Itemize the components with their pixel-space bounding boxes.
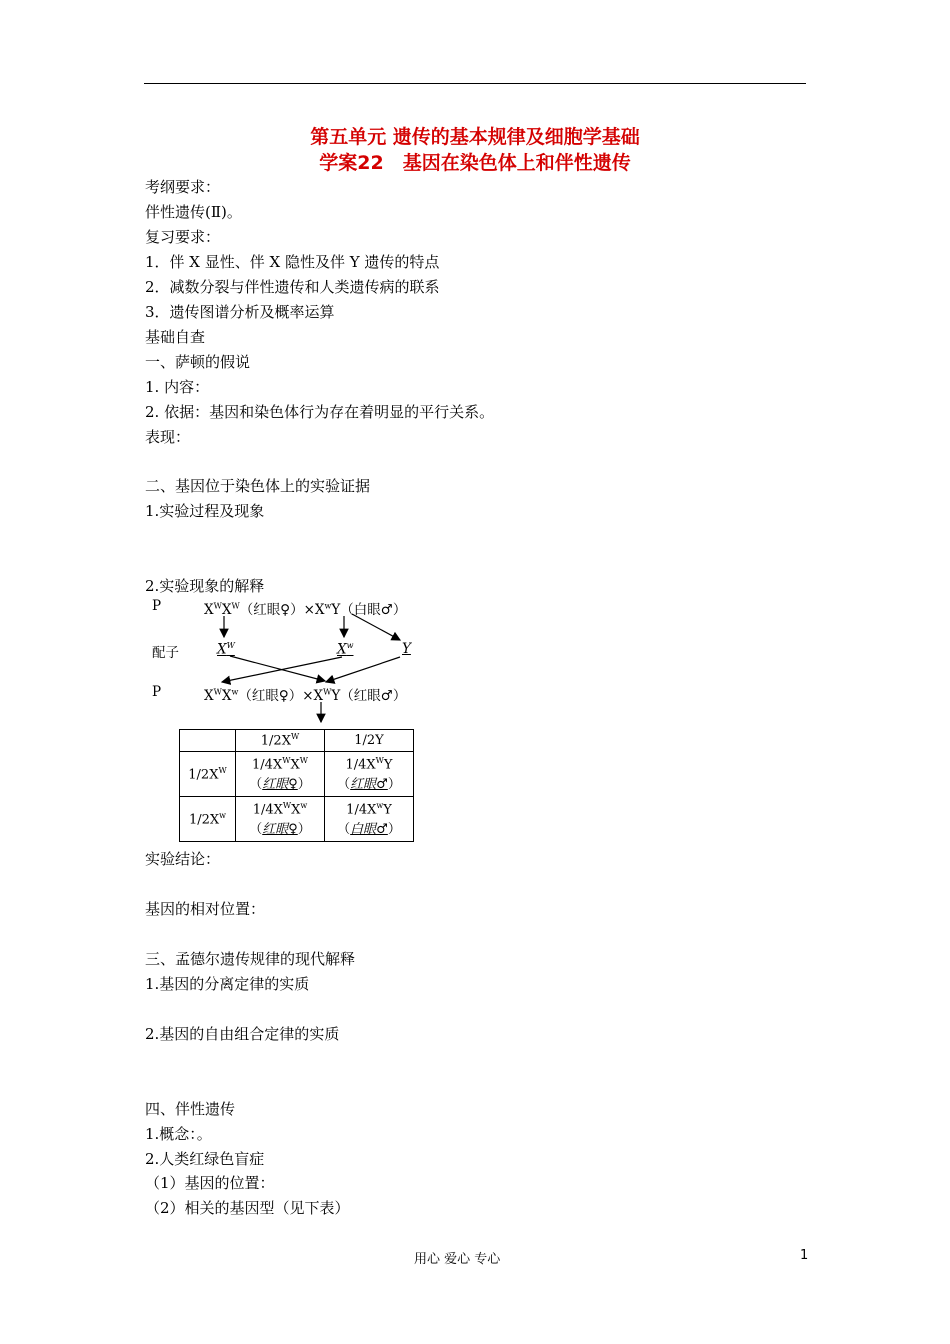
punnett-cell: $1/4X^WX^w$ （红眼♀） (236, 797, 325, 842)
text-line: 1. 内容： (145, 378, 210, 396)
corner-cell (180, 730, 236, 752)
section-heading: 四、伴性遗传 (145, 1100, 236, 1118)
text-line: 3．遗传图谱分析及概率运算 (145, 303, 335, 321)
row-header: $1/2X^W$ (180, 752, 236, 797)
parent-cross: $X^WX^W$（红眼$♀)\times X^wY$（白眼♂） (204, 601, 407, 618)
text-line: （2）相关的基因型（见下表） (145, 1199, 350, 1217)
text-line: 2.人类红绿色盲症 (145, 1150, 265, 1168)
text-line: 实验结论： (145, 850, 221, 868)
text-line: 基因的相对位置： (145, 900, 266, 918)
text-line: 考纲要求： (145, 178, 221, 196)
offspring-label: P (152, 684, 162, 700)
punnett-cell: $1/4X^WX^W$ （红眼♀） (236, 752, 325, 797)
text-line: 伴性遗传(Ⅱ)。 (145, 203, 242, 221)
gamete-label: 配子 (152, 645, 179, 661)
col-header: $1/2X^W$ (236, 730, 325, 752)
unit-title: 第五单元 遗传的基本规律及细胞学基础 (310, 126, 640, 148)
punnett-cell: $1/4X^wY$ （白眼♂） (325, 797, 414, 842)
section-heading: 基础自查 (145, 328, 206, 346)
text-line: 2.实验现象的解释 (145, 577, 265, 595)
text-line: 复习要求： (145, 228, 221, 246)
footer-text: 用心 爱心 专心 (414, 1252, 501, 1267)
col-header: 1/2Y (325, 730, 414, 752)
text-line: 2．减数分裂与伴性遗传和人类遗传病的联系 (145, 278, 440, 296)
text-line: （1）基因的位置： (145, 1174, 275, 1192)
text-line: 表现： (145, 428, 191, 446)
text-line: 1.基因的分离定律的实质 (145, 975, 310, 993)
text-line: 1.概念：。 (145, 1125, 212, 1143)
text-line: 2. 依据：基因和染色体行为存在着明显的平行关系。 (145, 403, 495, 421)
gamete-xw: $X^W$ (217, 641, 235, 658)
offspring-cross: $X^WX^w$（红眼$♀)\times X^WY$（红眼♂） (204, 687, 407, 704)
section-heading: 二、基因位于染色体上的实验证据 (145, 477, 371, 495)
gamete-xw-recessive: $X^w$ (337, 641, 354, 658)
row-header: $1/2X^w$ (180, 797, 236, 842)
page-number: 1 (800, 1248, 809, 1263)
punnett-cell: $1/4X^WY$ （红眼♂） (325, 752, 414, 797)
text-line: 1.实验过程及现象 (145, 502, 265, 520)
punnett-square (179, 729, 414, 842)
section-heading: 一、萨顿的假说 (145, 353, 251, 371)
section-heading: 三、孟德尔遗传规律的现代解释 (145, 950, 356, 968)
text-line: 2.基因的自由组合定律的实质 (145, 1025, 340, 1043)
parent-label: P (152, 598, 162, 614)
gamete-y: Y (402, 641, 411, 657)
lesson-title: 学案22 基因在染色体上和伴性遗传 (319, 152, 631, 174)
text-line: 1．伴 X 显性、伴 X 隐性及伴 Y 遗传的特点 (145, 253, 440, 271)
